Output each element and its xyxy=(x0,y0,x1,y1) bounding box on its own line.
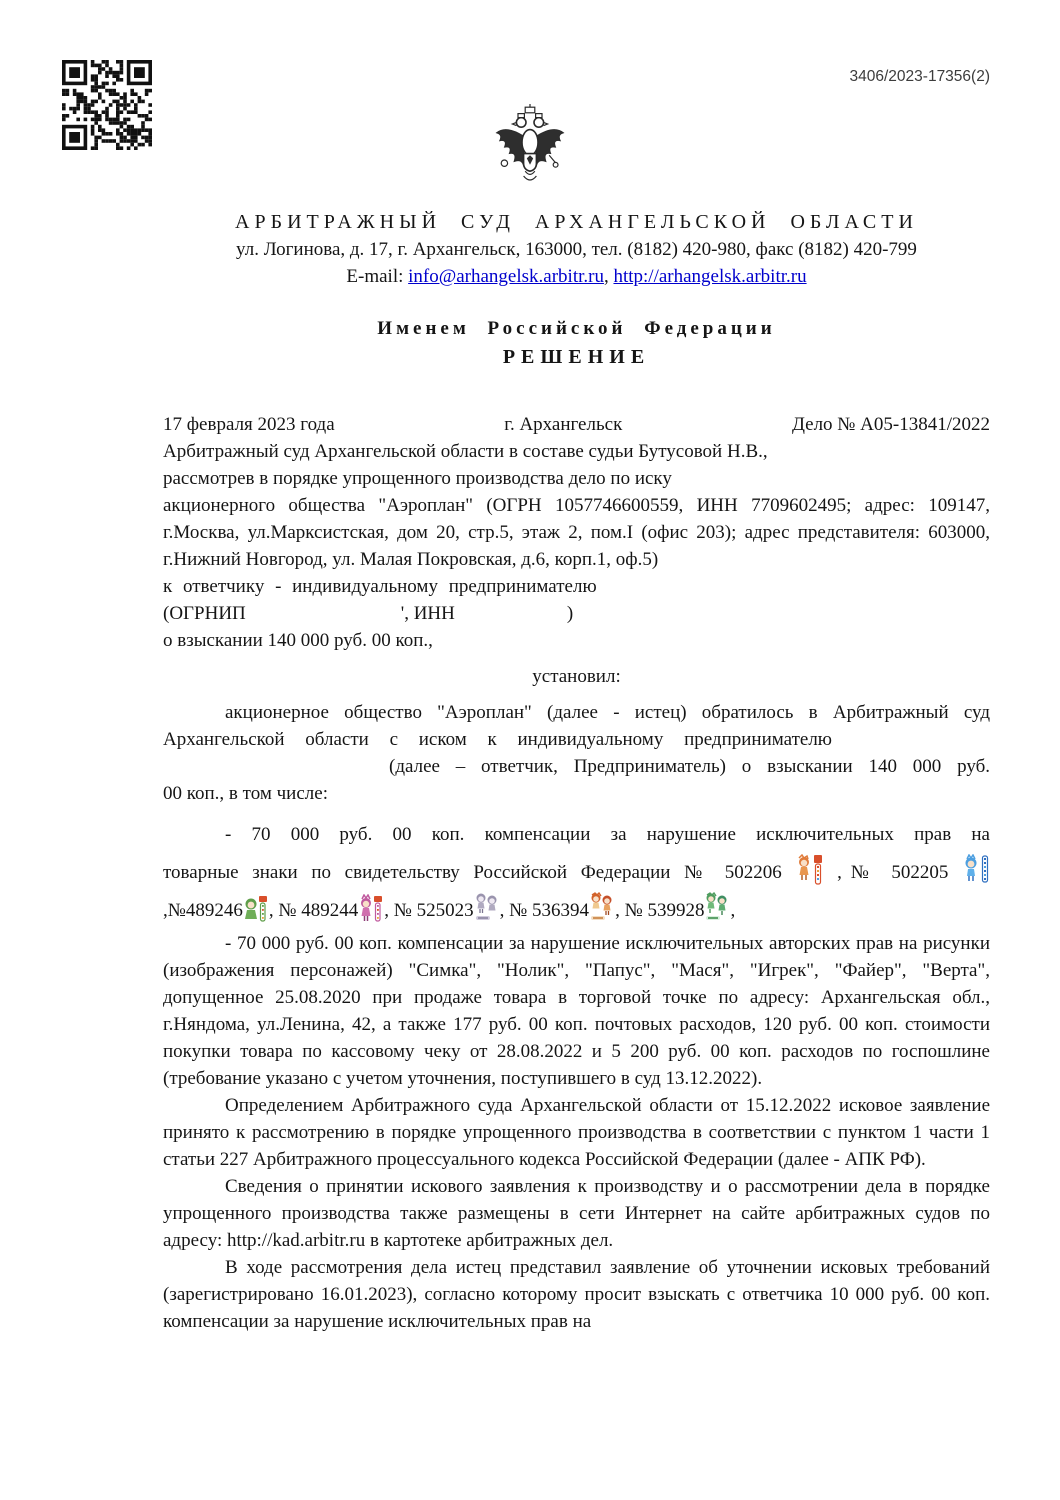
trademark-line-2: товарные знаки по свидетельству Российской Федерации № 502206 ,№ 502205 xyxy=(163,854,990,892)
ogrnip-mid: ', ИНН xyxy=(400,603,455,624)
qr-code-icon xyxy=(62,60,152,152)
info-paragraph: Сведения о принятии искового заявления к производству и о рассмотрении дела в порядке упрощенного производства также размещены в сети Интернет на сайте арбитражных судов по адресу: http://kad.arbitr.ru в картотеке арбитражных дел. xyxy=(163,1176,990,1251)
site-link[interactable]: http://arhangelsk.arbitr.ru xyxy=(613,266,807,287)
trademark-line-1: - 70 000 руб. 00 коп. компенсации за нарушение исключительных прав на xyxy=(225,824,990,845)
court-name: АРБИТРАЖНЫЙ СУД АРХАНГЕЛЬСКОЙ ОБЛАСТИ xyxy=(235,211,918,233)
email-label: E-mail: xyxy=(346,266,409,287)
court-contacts xyxy=(163,263,990,290)
court-address: ул. Логинова, д. 17, г. Архангельск, 163000, тел. (8182) 420-980, факс (8182) 420-799 xyxy=(236,239,917,260)
ogrnip-close: ) xyxy=(566,603,574,624)
document-body xyxy=(163,411,990,1335)
established-line-4: 00 коп., в том числе: xyxy=(163,783,328,804)
redaction-blank xyxy=(246,618,401,619)
trademark-paragraph xyxy=(163,816,990,930)
redaction-blank xyxy=(163,771,389,772)
judge-line: Арбитражный суд Архангельской области в составе судьи Бутусовой Н.В., xyxy=(163,441,768,462)
established-line-3: (далее – ответчик, Предприниматель) о взыскании 140 000 руб. xyxy=(163,753,990,780)
tm-502206-icon xyxy=(795,854,823,888)
tm-539928-icon xyxy=(704,892,730,926)
clarify-paragraph: В ходе рассмотрения дела истец представил заявление об уточнении исковых требований (зарегистрировано 16.01.2023), согласно которому просит взыскать с ответчика 10 000 руб. 00 коп. компенсации за нарушение исключительных прав на xyxy=(163,1257,990,1332)
established-line-2: Архангельской области с иском к индивидуальному предпринимателю xyxy=(163,729,833,750)
copyright-paragraph: - 70 000 руб. 00 коп. компенсации за нарушение исключительных авторских прав на рисунки (изображения персонажей) "Симка", "Нолик", "Папус", "Мася", "Игрек", "Файер", "Верта", допущенное 25.08.2020 при продаже товара в торговой точке по адресу: Архангельская обл., г.Няндома, ул.Ленина, 42, а также 177 руб. 00 коп. почтовых расходов, 120 руб. 00 коп. стоимости покупки товара по кассовому чеку от 28.08.2022 и 5 200 руб. 00 коп. расходов по госпошлине (требование указано с учетом уточнения, поступившего в суд 13.12.2022). xyxy=(163,933,990,1089)
russia-coat-of-arms-icon xyxy=(490,104,570,192)
case-row xyxy=(163,411,990,438)
ogrnip-open: (ОГРНИП xyxy=(163,603,246,624)
separator: , xyxy=(603,266,614,287)
ruling-paragraph: Определением Арбитражного суда Архангельской области от 15.12.2022 исковое заявление принято к рассмотрению в порядке упрощенного производства в соответствии с пунктом 1 части 1 статьи 227 Арбитражного процессуального кодекса Российской Федерации (далее - АПК РФ). xyxy=(163,1095,990,1170)
decision-title: РЕШЕНИЕ xyxy=(502,346,651,368)
tm-502205-icon xyxy=(962,854,990,888)
trademark-line-3: ,№489246 , № 489244 , № 525023 , № 536394 , № 539928 , xyxy=(163,892,990,930)
city-label: г. Архангельск xyxy=(504,414,623,435)
case-number: Дело № А05-13841/2022 xyxy=(791,414,990,435)
ogrnip-line xyxy=(163,600,990,627)
tm-489246-icon xyxy=(243,894,269,926)
established-line-1: акционерное общество "Аэроплан" (далее - истец) обратилось в Арбитражный суд xyxy=(225,702,990,723)
established-paragraph xyxy=(163,699,990,807)
claim-line: о взыскании 140 000 руб. 00 коп., xyxy=(163,630,433,651)
defendant-line: к ответчику - индивидуальному предпринимателю xyxy=(163,576,597,597)
tm-489244-icon xyxy=(358,894,384,926)
plaintiff-paragraph: акционерного общества "Аэроплан" (ОГРН 1057746600559, ИНН 7709602495; адрес: 109147, г.Москва, ул.Марксистская, дом 20, стр.5, этаж 2, пом.I (офис 203); адрес представителя: 603000, г.Нижний Новгород, ул. Малая Покровская, д.6, корп.1, оф.5) xyxy=(163,495,990,570)
tm-525023-icon xyxy=(474,892,500,926)
in-the-name-line: Именем Российской Федерации xyxy=(377,318,776,339)
document-number: 3406/2023-17356(2) xyxy=(849,68,990,85)
ustanovil-line: установил: xyxy=(532,666,621,687)
email-link[interactable]: info@arhangelsk.arbitr.ru xyxy=(408,266,604,287)
tm-536394-icon xyxy=(589,892,615,926)
considered-line: рассмотрев в порядке упрощенного производства дело по иску xyxy=(163,468,672,489)
redaction-blank xyxy=(455,618,567,619)
decision-date: 17 февраля 2023 года xyxy=(163,414,335,435)
